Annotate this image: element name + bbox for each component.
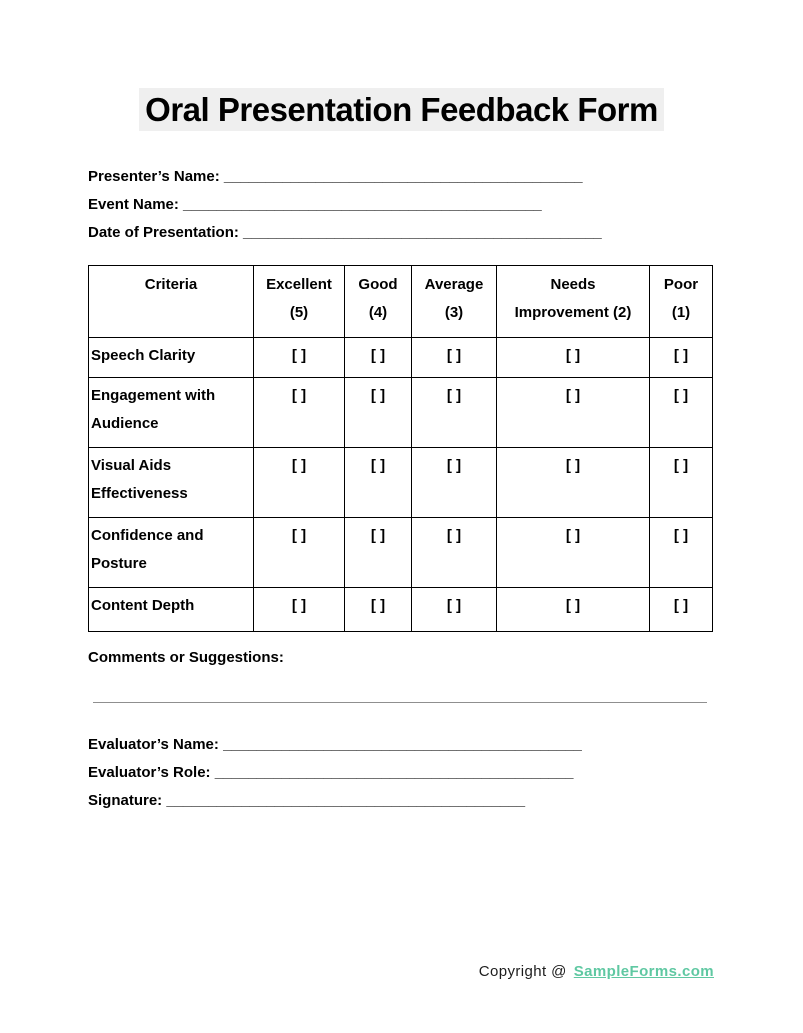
checkbox-content-depth-excellent[interactable]: [ ] — [254, 588, 345, 632]
checkbox-content-depth-needs-improvement[interactable]: [ ] — [497, 588, 650, 632]
checkbox-confidence-excellent[interactable]: [ ] — [254, 518, 345, 588]
footer — [0, 963, 714, 980]
checkbox-speech-clarity-poor[interactable]: [ ] — [650, 338, 713, 378]
table-row — [89, 588, 713, 632]
sampleforms-link[interactable]: SampleForms.com — [573, 963, 714, 980]
header-needs-improvement-line1: Needs — [550, 276, 596, 293]
event-name-label: Event Name: — [88, 196, 179, 213]
table-row — [89, 378, 713, 448]
evaluator-name-label: Evaluator’s Name: — [88, 736, 219, 753]
copyright-text: Copyright @ — [478, 963, 567, 980]
checkbox-engagement-excellent[interactable]: [ ] — [254, 378, 345, 448]
checkbox-visual-aids-excellent[interactable]: [ ] — [254, 448, 345, 518]
date-of-presentation-label: Date of Presentation: — [88, 224, 239, 241]
checkbox-speech-clarity-needs-improvement[interactable]: [ ] — [497, 338, 650, 378]
evaluator-name-input-line[interactable]: ___________________________________________ — [223, 736, 582, 753]
signature-input-line[interactable]: ___________________________________________ — [166, 792, 526, 809]
checkbox-confidence-average[interactable]: [ ] — [412, 518, 497, 588]
header-criteria — [89, 266, 254, 338]
checkbox-engagement-average[interactable]: [ ] — [412, 378, 497, 448]
presenter-info-section — [88, 163, 602, 247]
header-poor-line2: (1) — [671, 304, 691, 321]
comments-input-line[interactable] — [93, 702, 707, 703]
date-of-presentation-field — [88, 219, 602, 247]
criteria-speech-clarity: Speech Clarity — [89, 338, 254, 378]
header-average-line1: Average — [424, 276, 484, 293]
header-good-line2: (4) — [368, 304, 388, 321]
checkbox-content-depth-good[interactable]: [ ] — [345, 588, 412, 632]
checkbox-visual-aids-good[interactable]: [ ] — [345, 448, 412, 518]
header-good — [345, 266, 412, 338]
checkbox-engagement-needs-improvement[interactable]: [ ] — [497, 378, 650, 448]
checkbox-content-depth-poor[interactable]: [ ] — [650, 588, 713, 632]
criteria-confidence: Confidence and Posture — [89, 518, 254, 588]
presenter-name-field — [88, 163, 602, 191]
checkbox-content-depth-average[interactable]: [ ] — [412, 588, 497, 632]
signature-field — [88, 787, 582, 815]
checkbox-confidence-needs-improvement[interactable]: [ ] — [497, 518, 650, 588]
evaluator-role-label: Evaluator’s Role: — [88, 764, 211, 781]
header-needs-improvement-line2: Improvement (2) — [514, 304, 632, 321]
table-row — [89, 448, 713, 518]
evaluator-info-section — [88, 731, 582, 815]
checkbox-speech-clarity-average[interactable]: [ ] — [412, 338, 497, 378]
checkbox-visual-aids-average[interactable]: [ ] — [412, 448, 497, 518]
criteria-engagement: Engagement with Audience — [89, 378, 254, 448]
rating-table — [88, 265, 713, 632]
header-criteria-line1: Criteria — [144, 276, 198, 293]
checkbox-engagement-poor[interactable]: [ ] — [650, 378, 713, 448]
comments-label: Comments or Suggestions: — [88, 649, 284, 666]
checkbox-confidence-poor[interactable]: [ ] — [650, 518, 713, 588]
header-good-line1: Good — [358, 276, 398, 293]
page-title: Oral Presentation Feedback Form — [139, 88, 664, 131]
header-needs-improvement — [497, 266, 650, 338]
header-poor — [650, 266, 713, 338]
header-poor-line1: Poor — [663, 276, 699, 293]
header-excellent-line2: (5) — [289, 304, 309, 321]
header-excellent — [254, 266, 345, 338]
checkbox-visual-aids-poor[interactable]: [ ] — [650, 448, 713, 518]
criteria-content-depth: Content Depth — [89, 588, 254, 632]
table-header-row — [89, 266, 713, 338]
checkbox-speech-clarity-good[interactable]: [ ] — [345, 338, 412, 378]
table-row — [89, 338, 713, 378]
checkbox-engagement-good[interactable]: [ ] — [345, 378, 412, 448]
header-average-line2: (3) — [444, 304, 464, 321]
date-of-presentation-input-line[interactable]: ___________________________________________ — [243, 224, 602, 241]
event-name-field — [88, 191, 602, 219]
evaluator-name-field — [88, 731, 582, 759]
presenter-name-label: Presenter’s Name: — [88, 168, 220, 185]
header-average — [412, 266, 497, 338]
checkbox-visual-aids-needs-improvement[interactable]: [ ] — [497, 448, 650, 518]
criteria-visual-aids: Visual Aids Effectiveness — [89, 448, 254, 518]
checkbox-speech-clarity-excellent[interactable]: [ ] — [254, 338, 345, 378]
title-wrap — [0, 88, 803, 131]
event-name-input-line[interactable]: ___________________________________________ — [183, 196, 542, 213]
evaluator-role-field — [88, 759, 582, 787]
signature-label: Signature: — [88, 792, 163, 809]
header-excellent-line1: Excellent — [266, 276, 332, 293]
evaluator-role-input-line[interactable]: ___________________________________________ — [214, 764, 574, 781]
table-row — [89, 518, 713, 588]
checkbox-confidence-good[interactable]: [ ] — [345, 518, 412, 588]
presenter-name-input-line[interactable]: ___________________________________________ — [223, 168, 583, 185]
